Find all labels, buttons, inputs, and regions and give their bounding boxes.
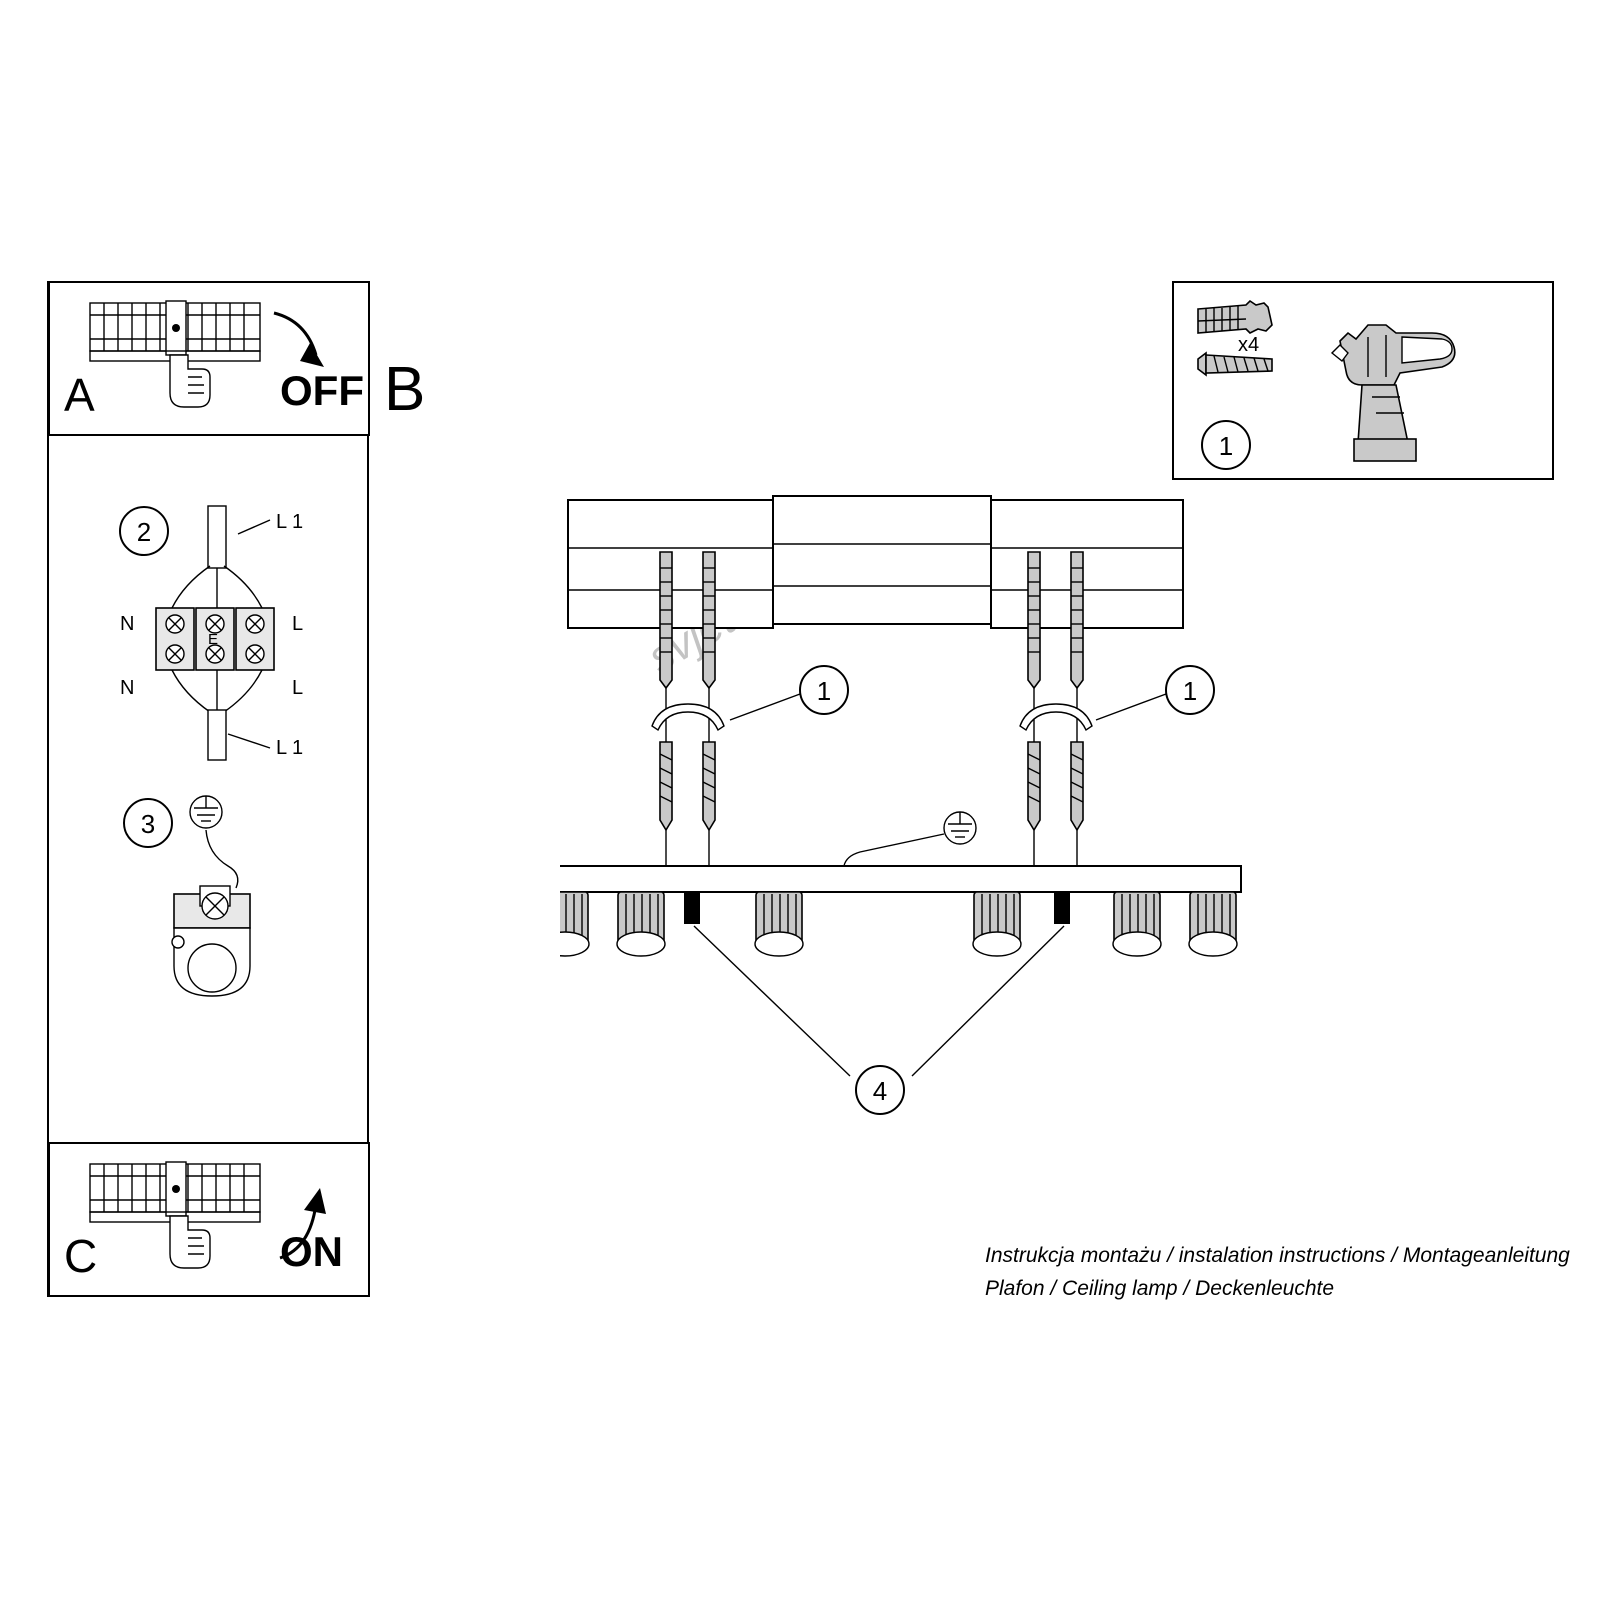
spotlight — [1113, 892, 1161, 956]
parts-quantity: x4 — [1238, 334, 1260, 356]
earth-callout — [844, 812, 976, 866]
step-2 — [110, 498, 360, 768]
mounting-bracket — [172, 886, 250, 996]
wire-label-n-bottom: N — [120, 677, 135, 699]
callout-right — [1096, 666, 1214, 720]
panel-c-letter: C — [64, 1230, 98, 1282]
panel-a-action: OFF — [280, 367, 364, 414]
wire-label-l-bottom: L — [292, 677, 304, 699]
step-2-number: 2 — [136, 517, 152, 547]
callout-left — [730, 666, 848, 720]
earth-symbol-icon — [190, 796, 222, 828]
spotlight — [617, 892, 665, 956]
step-3-number: 3 — [140, 809, 156, 839]
step-3 — [116, 790, 336, 1020]
wire-label-l1-top: L 1 — [276, 511, 304, 533]
footer-line-2: Plafon / Ceiling lamp / Deckenleuchte — [985, 1276, 1335, 1300]
wire-label-l-top: L — [292, 613, 304, 635]
panel-a-letter: A — [64, 369, 95, 421]
callout-spots-number: 4 — [872, 1076, 888, 1106]
main-assembly-diagram — [560, 490, 1560, 1160]
parts-callout-number: 1 — [1218, 431, 1234, 461]
panel-c — [48, 1142, 370, 1297]
spotlight — [1189, 892, 1237, 956]
callout-left-number: 1 — [816, 676, 832, 706]
panel-a — [48, 281, 370, 436]
footer-block — [985, 1240, 1570, 1305]
terminal-block — [156, 608, 274, 670]
spotlight-group — [560, 892, 1237, 956]
spotlight — [755, 892, 803, 956]
lamp-bar — [560, 866, 1241, 892]
parts-panel — [1172, 281, 1554, 480]
spotlight — [560, 892, 589, 956]
panel-c-action: ON — [280, 1228, 343, 1275]
panel-b-letter: B — [384, 355, 426, 424]
wire-label-n-top: N — [120, 613, 135, 635]
wire-label-l1-bottom: L 1 — [276, 737, 304, 759]
callout-right-number: 1 — [1182, 676, 1198, 706]
footer-line-1: Instrukcja montażu / instalation instructions / Montageanleitung — [985, 1244, 1570, 1267]
terminal-e-label: E — [208, 631, 219, 648]
spotlight — [973, 892, 1021, 956]
panel-b-letter-wrap — [380, 348, 450, 438]
